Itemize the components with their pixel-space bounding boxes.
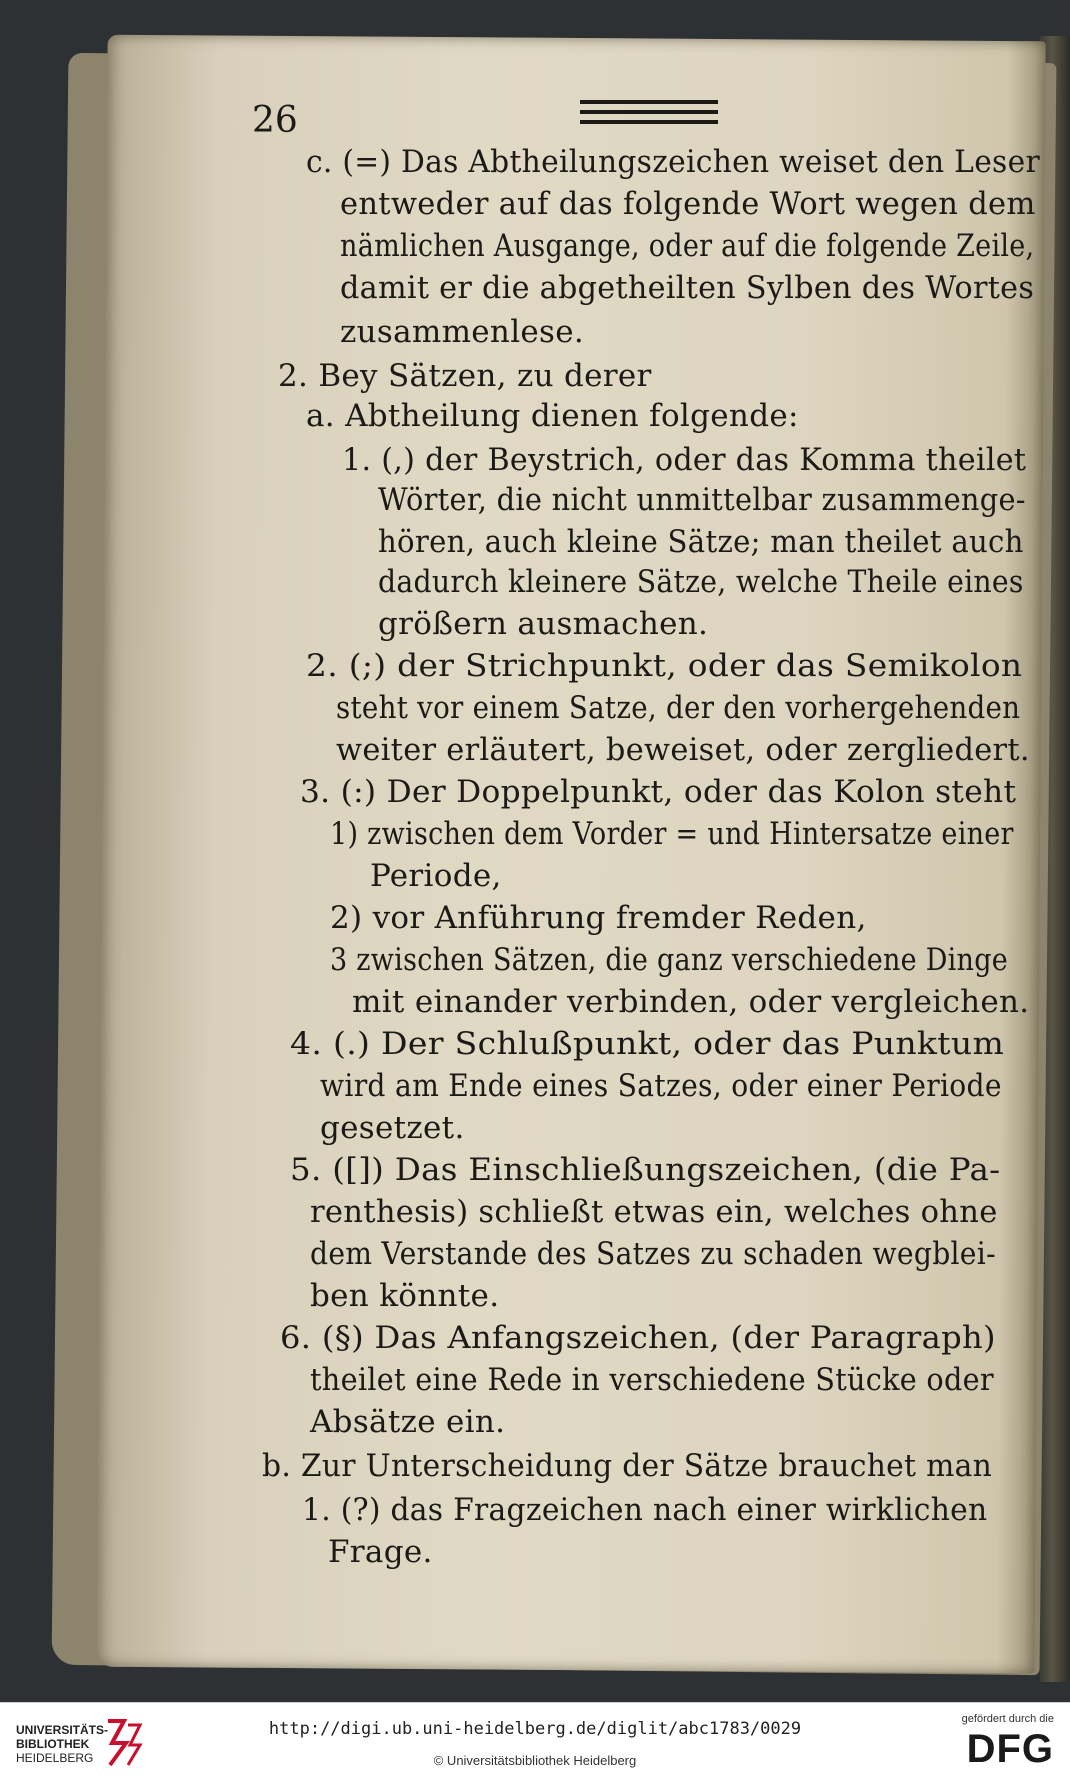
text-line: 1. (?) das Fragzeichen nach einer wirklichen [302, 1492, 988, 1528]
copyright-notice: © Universitätsbibliothek Heidelberg [433, 1753, 637, 1768]
text-line: 2. (;) der Strichpunkt, oder das Semikolon [306, 648, 1023, 684]
text-line: Absätze ein. [310, 1404, 506, 1440]
text-line: 3. (:) Der Doppelpunkt, oder das Kolon steht [300, 774, 1017, 810]
permalink-url[interactable]: http://digi.ub.uni-heidelberg.de/diglit/abc1783/0029 [268, 1719, 802, 1739]
text-line: 5. ([]) Das Einschließungszeichen, (die Pa- [290, 1152, 1001, 1188]
text-line: entweder auf das folgende Wort wegen dem [340, 186, 1036, 222]
text-line: theilet eine Rede in verschiedene Stücke oder [310, 1362, 994, 1398]
text-line: 3 zwischen Sätzen, die ganz verschiedene Dinge [330, 942, 1009, 978]
text-line: 2) vor Anführung fremder Reden, [330, 900, 867, 936]
header-rule-top [580, 100, 718, 104]
text-line: damit er die abgetheilten Sylben des Wortes [340, 270, 1035, 306]
text-line: Frage. [328, 1534, 433, 1570]
text-line: a. Abtheilung dienen folgende: [306, 398, 799, 434]
text-line: 6. (§) Das Anfangszeichen, (der Paragraph) [280, 1320, 996, 1356]
viewer-footer [0, 1702, 1070, 1783]
page-number: 26 [252, 100, 298, 141]
text-line: renthesis) schließt etwas ein, welches ohne [310, 1194, 998, 1230]
text-line: steht vor einem Satze, der den vorhergehenden [336, 690, 1021, 726]
text-line: mit einander verbinden, oder vergleichen. [352, 984, 1030, 1020]
text-line: zusammenlese. [340, 314, 585, 350]
text-line: hören, auch kleine Sätze; man theilet auch [378, 524, 1024, 560]
header-rule-middle [580, 110, 718, 114]
text-line: Wörter, die nicht unmittelbar zusammenge- [378, 482, 1026, 518]
library-name-line2: BIBLIOTHEK [16, 1737, 90, 1751]
text-line: 2. Bey Sätzen, zu derer [278, 358, 652, 394]
text-line: 1) zwischen dem Vorder = und Hintersatze einer [330, 816, 1014, 852]
text-line: weiter erläutert, beweiset, oder zergliedert. [336, 732, 1030, 768]
text-line: c. (=) Das Abtheilungszeichen weiset den Leser [306, 144, 1040, 180]
text-line: dadurch kleinere Sätze, welche Theile eines [378, 564, 1024, 600]
text-line: gesetzet. [320, 1110, 465, 1146]
library-name-line1: UNIVERSITÄTS- [16, 1723, 109, 1737]
text-line: Periode, [370, 858, 502, 894]
library-name-line3: HEIDELBERG [16, 1751, 94, 1765]
text-line: ben könnte. [310, 1278, 500, 1314]
funding-label: gefördert durch die [961, 1713, 1054, 1725]
text-line: nämlichen Ausgange, oder auf die folgende Zeile, [340, 228, 1035, 264]
text-line: 4. (.) Der Schlußpunkt, oder das Punktum [290, 1026, 1005, 1062]
text-line: dem Verstande des Satzes zu schaden wegblei- [310, 1236, 996, 1272]
text-line: b. Zur Unterscheidung der Sätze brauchet man [262, 1448, 993, 1484]
text-line: größern ausmachen. [378, 606, 709, 642]
dfg-logo: DFG [966, 1727, 1054, 1771]
text-line: 1. (,) der Beystrich, oder das Komma theilet [342, 442, 1027, 478]
header-rule-bottom [580, 120, 718, 124]
text-line: wird am Ende eines Satzes, oder einer Periode [320, 1068, 1002, 1104]
